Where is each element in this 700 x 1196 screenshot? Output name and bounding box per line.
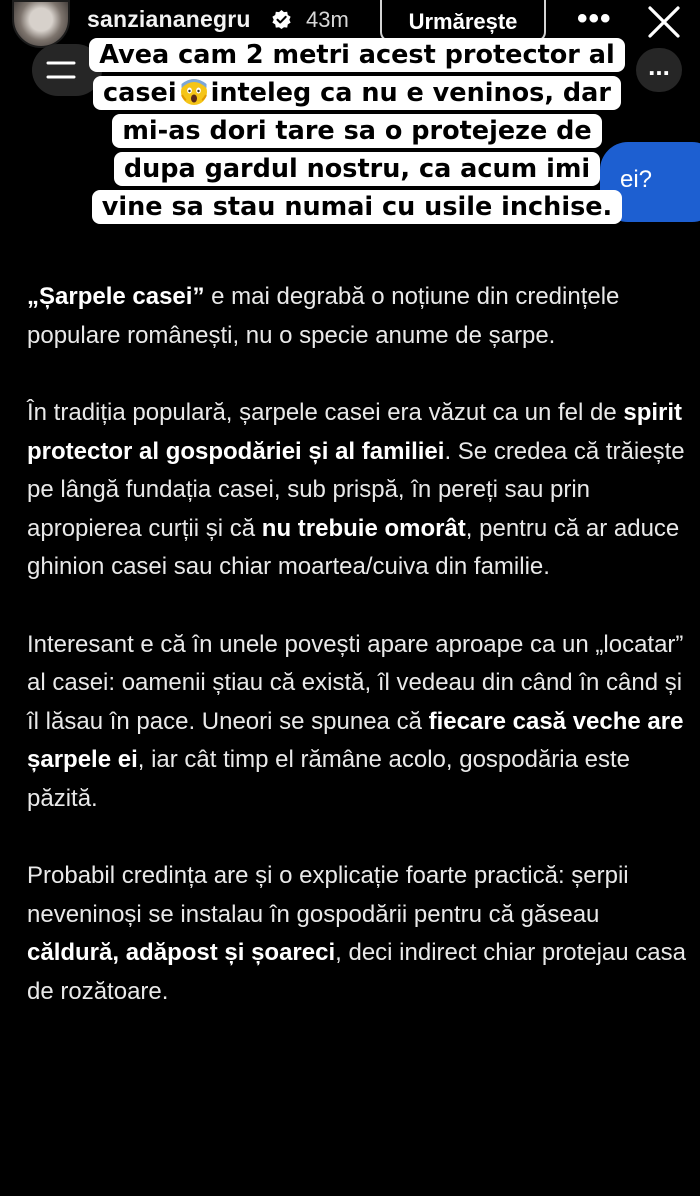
background-chat-bubble: ei? [600, 142, 700, 222]
text: , pentru că ar aduce ghinion casei sau chiar moartea/cuiva din familie. [27, 514, 680, 580]
caption-line-2b: inteleg ca nu e veninos, dar [210, 78, 611, 108]
paragraph-3 [27, 626, 687, 819]
bold-text: fiecare casă veche are șarpele ei [27, 707, 684, 773]
text: e mai degrabă o noțiune din credințele populare românești, nu o specie anume de șarpe. [27, 283, 620, 349]
paragraph-2 [27, 394, 687, 587]
menu-icon [46, 55, 76, 85]
bold-text: nu trebuie omorât [261, 514, 466, 542]
time-ago: 43m [306, 7, 349, 32]
text: În tradiția populară, șarpele casei era văzut ca un fel de [27, 399, 624, 426]
caption-line-5: vine sa stau numai cu usile inchise. [101, 192, 613, 222]
article-text [27, 278, 687, 1050]
text: Interesant e că în unele povești apare aproape ca un „locatar” al casei: oamenii știau că există, îl vedeau din când în când și îl lăsau în pace. Uneori se spunea că [27, 630, 684, 735]
text: , iar cât timp el rămâne acolo, gospodăria este păzită. [27, 746, 631, 812]
paragraph-4 [27, 857, 687, 1011]
bold-text: spirit protector al gospodăriei și al familiei [27, 399, 683, 465]
verified-badge-icon [272, 10, 291, 29]
caption-line-1: Avea cam 2 metri acest protector al [99, 40, 615, 70]
paragraph-1 [27, 278, 687, 355]
follow-button[interactable]: Urmărește [380, 0, 546, 42]
background-dots: ... [636, 48, 682, 92]
caption-line-2: casei [103, 78, 177, 108]
story-caption-sticker [82, 36, 632, 226]
caption-text [89, 38, 624, 224]
text: . Se credea că trăiește pe lângă fundația casei, sub prispă, în pereți sau prin apropierea curții și că [27, 437, 685, 542]
text: , deci indirect chiar protejau casa de rozătoare. [27, 939, 686, 1005]
bold-text: căldură, adăpost și șoareci [27, 939, 336, 966]
scream-emoji-icon [180, 78, 208, 106]
avatar[interactable] [12, 0, 70, 48]
caption-line-3: mi-as dori tare sa o protejeze de [122, 116, 592, 146]
more-options-button[interactable]: ••• [577, 2, 612, 35]
text: Probabil credința are și o explicație foarte practică: șerpii neveninoși se instalau în gospodării pentru că găseau [27, 862, 629, 928]
close-icon[interactable] [644, 2, 684, 42]
caption-line-4: dupa gardul nostru, ca acum imi [123, 154, 591, 184]
bold-text: „Șarpele casei” [27, 283, 205, 310]
username[interactable]: sanziananegru [87, 6, 251, 32]
